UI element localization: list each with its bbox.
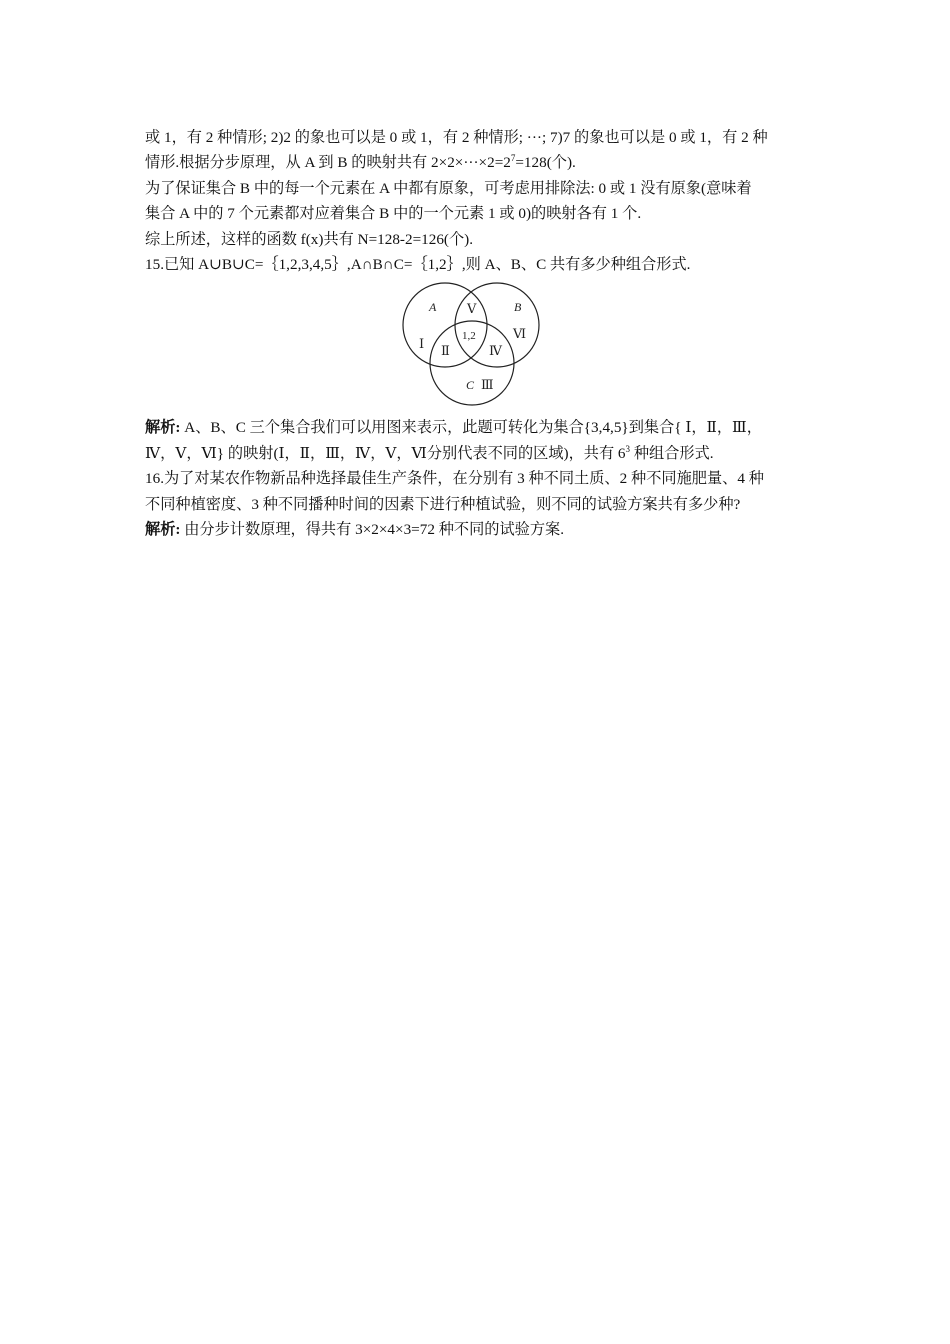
question-15: 15.已知 A∪B∪C=｛1,2,3,4,5｝,A∩B∩C=｛1,2｝,则 A、B、C 共有多少种组合形式. <box>145 256 691 274</box>
solution-15-line-2-start: Ⅳ，Ⅴ，Ⅵ} 的映射(Ⅰ，Ⅱ，Ⅲ，Ⅳ，Ⅴ，Ⅵ分别代表不同的区域)，共有 6 <box>145 444 626 462</box>
label-region-i: Ⅰ <box>419 336 425 352</box>
document-page <box>145 125 810 542</box>
solution-label-16: 解析: <box>145 521 181 539</box>
venn-diagram <box>401 281 546 409</box>
solution-16-text: 由分步计数原理，得共有 3×2×4×3=72 种不同的试验方案. <box>180 521 565 539</box>
text-line-5: 综上所述，这样的函数 f(x)共有 N=128-2=126(个). <box>145 230 474 248</box>
text-line-2-start: 情形.根据分步原理，从 A 到 B 的映射共有 2×2×···×2=2 <box>145 154 511 172</box>
question-16-line-1: 16.为了对某农作物新品种选择最佳生产条件，在分别有 3 种不同土质、2 种不同施肥量、4 种 <box>145 470 764 488</box>
solution-15-line-2 <box>145 441 810 466</box>
exponent-3: 3 <box>625 443 631 454</box>
label-region-iv: Ⅳ <box>489 343 502 359</box>
label-set-a: A <box>429 300 437 315</box>
question-16-line-2: 不同种植密度、3 种不同播种时间的因素下进行种植试验，则不同的试验方案共有多少种? <box>145 495 741 513</box>
label-region-v: Ⅴ <box>467 301 477 317</box>
exponent-7: 7 <box>510 153 516 164</box>
label-set-b: B <box>514 300 522 315</box>
solution-label: 解析: <box>145 419 181 437</box>
text-line-2 <box>145 150 810 175</box>
label-set-c: C <box>466 378 475 393</box>
solution-15-line-2-end: 种组合形式. <box>630 444 714 462</box>
text-line-1: 或 1，有 2 种情形; 2)2 的象也可以是 0 或 1，有 2 种情形; ···; 7)7 的象也可以是 0 或 1，有 2 种 <box>145 129 768 146</box>
label-center: 1,2 <box>462 330 476 343</box>
solution-16 <box>145 517 810 542</box>
text-line-3: 为了保证集合 B 中的每一个元素在 A 中都有原象，可考虑用排除法: 0 或 1 没有原象(意味着 <box>145 179 752 197</box>
label-region-iii: Ⅲ <box>481 377 494 393</box>
solution-15-text: A、B、C 三个集合我们可以用图来表示，此题可转化为集合{3,4,5}到集合{ Ⅰ，Ⅱ，Ⅲ， <box>180 419 762 437</box>
text-line-4: 集合 A 中的 7 个元素都对应着集合 B 中的一个元素 1 或 0)的映射各有 1 个. <box>145 205 642 223</box>
text-line-2-end: =128(个). <box>515 154 576 172</box>
solution-15-line-1 <box>145 415 810 440</box>
label-region-ii: Ⅱ <box>441 343 450 359</box>
label-region-vi: Ⅵ <box>513 326 527 342</box>
